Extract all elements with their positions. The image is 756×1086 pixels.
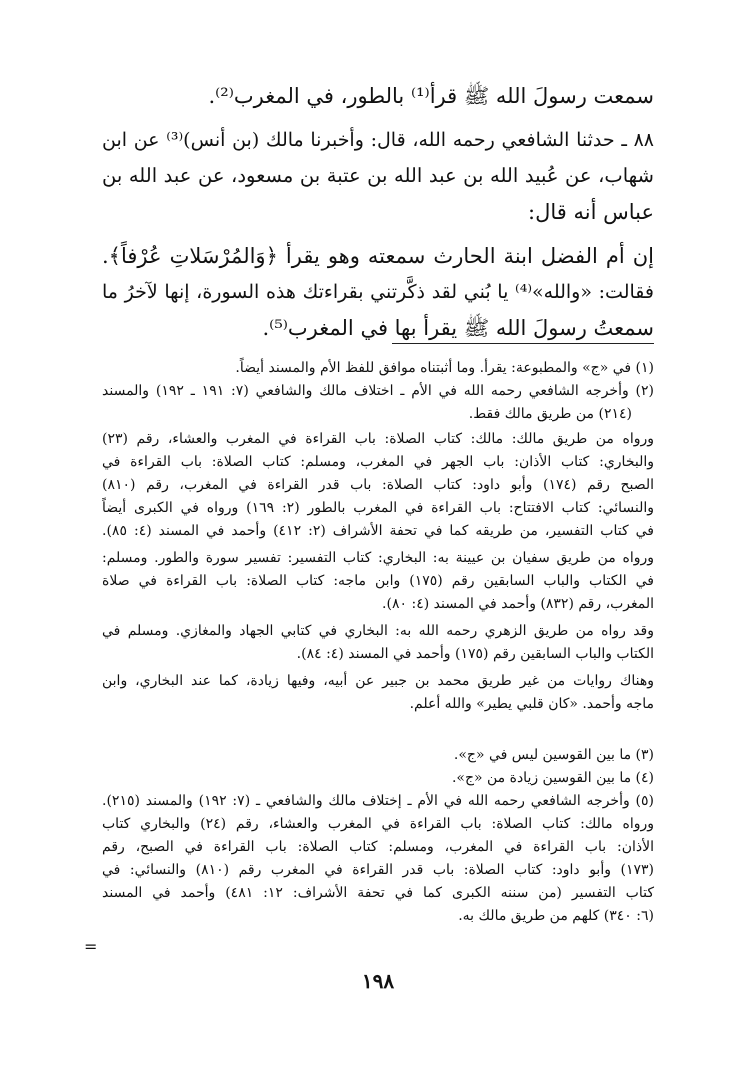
footnote-2-line-10: المغرب، رقم (٨٣٢) وأحمد في المسند (٤: ٨٠). bbox=[382, 596, 654, 612]
hadith-88-line-4: إن أم الفضل ابنة الحارث سمعته وهو يقرأ ﴿وَالمُرْسَلاتِ عُرْفاً﴾. bbox=[102, 244, 654, 268]
footnote-2-line-12: الكتاب والباب السابقين رقم (١٧٥) وأحمد في المسند (٤: ٨٤). bbox=[296, 646, 654, 662]
footnote-2-line-5: الصبح رقم (١٧٤) وأبو داود: كتاب الصلاة: باب قدر القراءة في المغرب، رقم (٨١٠) bbox=[102, 477, 654, 493]
hadith-88-line-6: سمعتُ رسولَ الله ﷺ يقرأ بها في المغرب⁽⁵⁾. bbox=[262, 316, 654, 340]
footnote-5-line-4: (١٧٣) وأبو داود: كتاب الصلاة: باب قدر القراءة في المغرب رقم (٨١٠) والنسائي: في bbox=[102, 862, 654, 878]
footnote-3: (٣) ما بين القوسين ليس في «ج». bbox=[453, 747, 654, 763]
hadith-88-line-2: شهاب، عن عُبيد الله بن عبد الله بن عتبة بن مسعود، عن عبد الله بن bbox=[102, 164, 654, 187]
footnote-2-line-8: ورواه من طريق سفيان بن عيينة به: البخاري: كتاب التفسير: تفسير سورة والطور. ومسلم: bbox=[102, 550, 654, 566]
hadith-88-line-5: فقالت: «والله»⁽⁴⁾ يا بُني لقد ذكَّرتني بقراءتك هذه السورة، إنها لآخرُ ما bbox=[102, 281, 654, 303]
footnote-2-line-3: ورواه من طريق مالك: مالك: كتاب الصلاة: باب القراءة في المغرب والعشاء، رقم (٢٣) bbox=[102, 431, 654, 447]
footnote-5-line-5: كتاب التفسير (من سننه الكبرى كما في تحفة الأشراف: ١٢: ٤٨١) وأحمد في المسند bbox=[102, 885, 654, 901]
hadith-88-line-3: عباس أنه قال: bbox=[528, 200, 654, 224]
footnote-1: (١) في «ج» والمطبوعة: يقرأ. وما أثبتناه موافق للفظ الأم والمسند أيضاً. bbox=[235, 360, 654, 376]
footnote-2-line-2: (٢١٤) من طريق مالك فقط. bbox=[468, 406, 632, 422]
footnote-2-line-9: في الكتاب والباب السابقين رقم (١٧٥) وابن ماجه: كتاب الصلاة: باب القراءة في صلاة bbox=[102, 573, 654, 589]
footnote-2-line-1: (٢) وأخرجه الشافعي رحمه الله في الأم ـ اختلاف مالك والشافعي (٧: ١٩١ ـ ١٩٢) والمسند bbox=[102, 383, 655, 399]
footnote-2-line-7: في كتاب التفسير، من طريقه كما في تحفة الأشراف (٢: ٤١٢) وأحمد في المسند (٤: ٨٥). bbox=[102, 523, 654, 539]
main-text-line-1: سمعت رسولَ الله ﷺ قرأ⁽¹⁾ بالطور، في المغرب⁽²⁾. bbox=[208, 84, 654, 108]
footnote-5-line-6: (٦: ٣٤٠) كلهم من طريق مالك به. bbox=[458, 908, 654, 924]
page-number: ١٩٨ bbox=[361, 969, 395, 993]
footnote-2-line-6: والنسائي: كتاب الافتتاح: باب القراءة في المغرب بالطور (٢: ١٦٩) ورواه في الكبرى أيضاً bbox=[102, 500, 654, 516]
footnote-2-line-4: والبخاري: كتاب الأذان: باب الجهر في المغرب، ومسلم: كتاب الصلاة: باب القراءة في bbox=[102, 454, 654, 470]
footnote-2-line-11: وقد رواه من طريق الزهري رحمه الله به: البخاري في كتابي الجهاد والمغازي. ومسلم في bbox=[102, 623, 654, 639]
footnote-4: (٤) ما بين القوسين زيادة من «ج». bbox=[451, 770, 654, 786]
continuation-mark: = bbox=[84, 937, 98, 956]
hadith-88-line-1: ٨٨ ـ حدثنا الشافعي رحمه الله، قال: وأخبرنا مالك (بن أنس)⁽³⁾ عن ابن bbox=[102, 129, 654, 151]
footnote-separator bbox=[392, 343, 654, 344]
footnote-5-line-1: (٥) وأخرجه الشافعي رحمه الله في الأم ـ إختلاف مالك والشافعي ـ (٧: ١٩٢) والمسند (٢١٥). bbox=[102, 793, 654, 809]
footnote-2-line-13: وهناك روايات من غير طريق محمد بن جبير عن أبيه، وفيها زيادة، كما عند البخاري، وابن bbox=[102, 673, 654, 689]
footnote-5-line-3: الأذان: باب القراءة في المغرب، ومسلم: كتاب الصلاة: باب القراءة في الصبح، رقم bbox=[102, 839, 654, 855]
footnote-2-line-14: ماجه وأحمد. «كان قلبي يطير» والله أعلم. bbox=[409, 696, 654, 712]
footnote-5-line-2: ورواه مالك: كتاب الصلاة: باب القراءة في المغرب والعشاء، رقم (٢٤) والبخاري كتاب bbox=[102, 816, 655, 832]
